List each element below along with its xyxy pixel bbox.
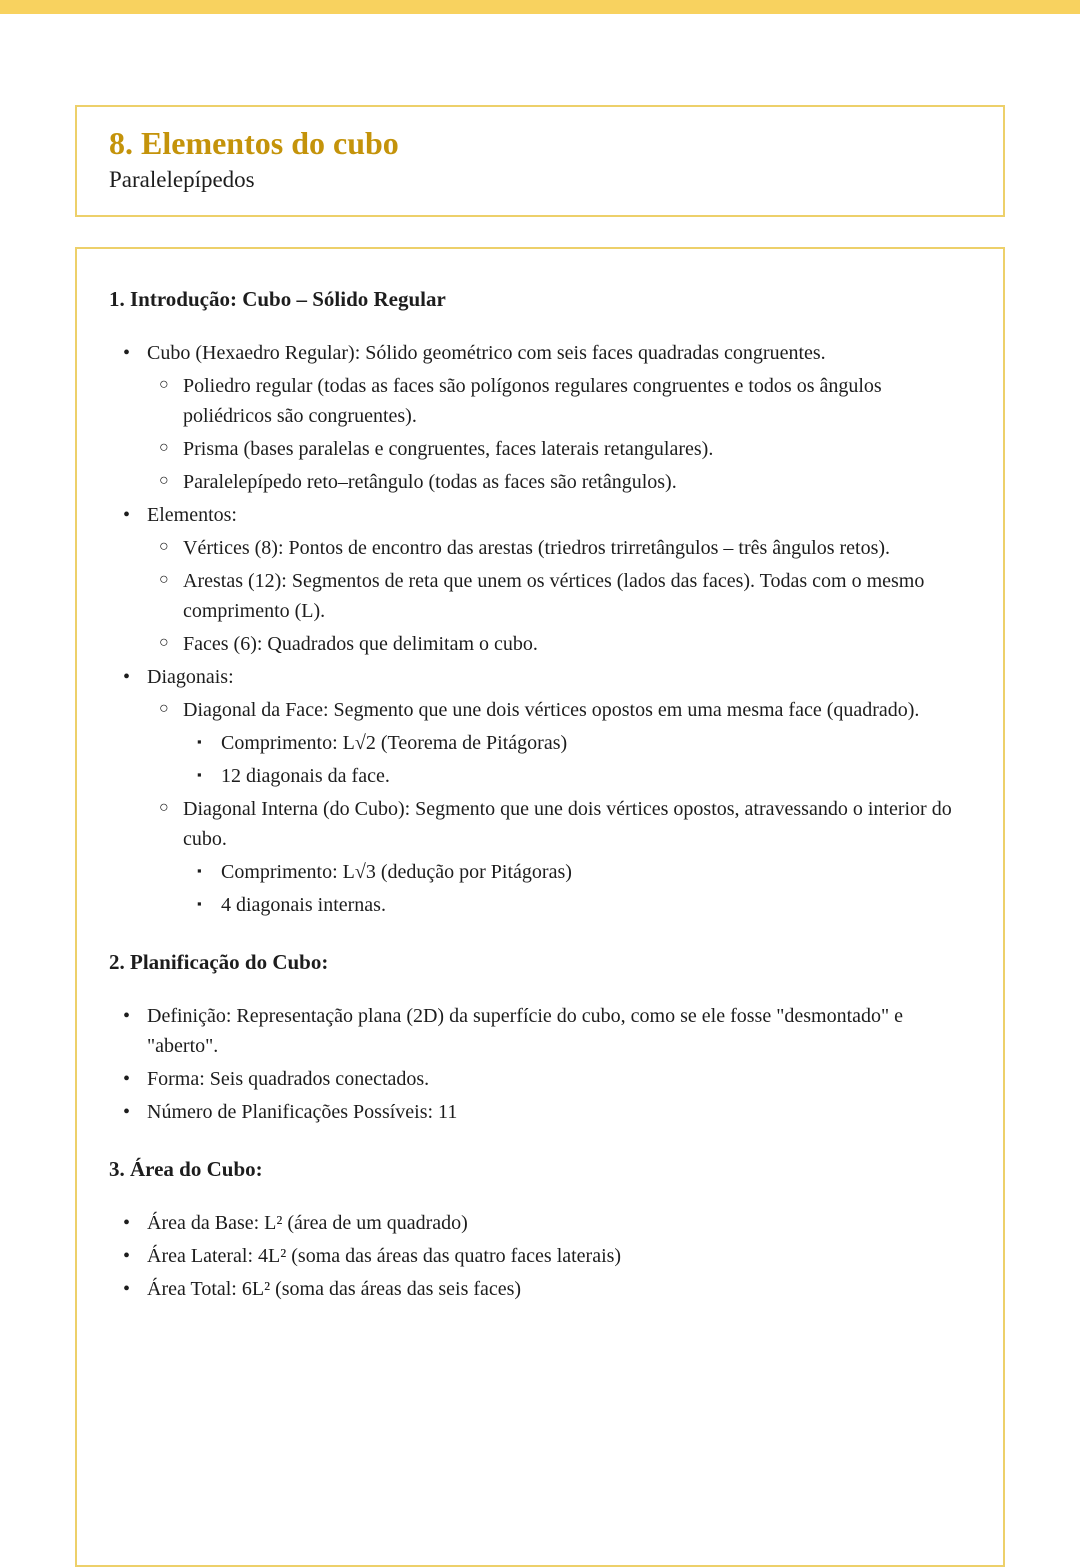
list-item (197, 857, 971, 887)
list-item-text: Elementos: (147, 503, 237, 526)
list-item (123, 662, 971, 692)
list-item (197, 728, 971, 758)
list-item-text: Faces (6): Quadrados que delimitam o cubo. (183, 632, 538, 655)
list-item-text: 4 diagonais internas. (221, 893, 386, 916)
list-item (159, 533, 971, 563)
section-heading: 1. Introdução: Cubo – Sólido Regular (109, 286, 446, 311)
bullet-icon: • (123, 1004, 131, 1027)
title-card (75, 105, 1005, 217)
list-item (123, 1274, 971, 1304)
list-item-text: Área Total: 6L² (soma das áreas das seis faces) (147, 1277, 522, 1300)
list-item (159, 371, 971, 431)
list-item (197, 890, 971, 920)
square-bullet-icon: ▪ (197, 895, 202, 911)
list-item-text: Área da Base: L² (área de um quadrado) (147, 1211, 468, 1234)
list-item-text: Definição: Representação plana (2D) da superfície do cubo, como se ele fosse "desmontado" e "aberto". (147, 1004, 904, 1057)
list-item (123, 1208, 971, 1238)
list-item (159, 695, 971, 725)
list-item (123, 1097, 971, 1127)
list-item (123, 500, 971, 530)
section-list (109, 1208, 971, 1304)
square-bullet-icon: ▪ (197, 862, 202, 878)
circle-bullet-icon: ○ (159, 798, 169, 816)
list-item-text: Comprimento: L√2 (Teorema de Pitágoras) (221, 731, 568, 754)
bullet-icon: • (123, 1211, 131, 1234)
page-subtitle: Paralelepípedos (109, 167, 255, 192)
square-bullet-icon: ▪ (197, 766, 202, 782)
circle-bullet-icon: ○ (159, 375, 169, 393)
list-item-text: Diagonal da Face: Segmento que une dois vértices opostos em uma mesma face (quadrado). (183, 698, 920, 721)
square-bullet-icon: ▪ (197, 733, 202, 749)
list-item (159, 794, 971, 854)
list-item-text: Vértices (8): Pontos de encontro das arestas (triedros trirretângulos – três ângulos retos). (183, 536, 891, 559)
circle-bullet-icon: ○ (159, 570, 169, 588)
list-item (159, 434, 971, 464)
circle-bullet-icon: ○ (159, 633, 169, 651)
list-item-text: Prisma (bases paralelas e congruentes, faces laterais retangulares). (183, 437, 714, 460)
list-item (159, 467, 971, 497)
list-item (123, 338, 971, 368)
content-card (75, 247, 1005, 1567)
circle-bullet-icon: ○ (159, 471, 169, 489)
circle-bullet-icon: ○ (159, 438, 169, 456)
list-item-text: 12 diagonais da face. (221, 764, 390, 787)
list-item (159, 566, 971, 626)
bullet-icon: • (123, 1100, 131, 1123)
bullet-icon: • (123, 1277, 131, 1300)
bullet-icon: • (123, 503, 131, 526)
section-heading: 3. Área do Cubo: (109, 1156, 263, 1181)
section-heading: 2. Planificação do Cubo: (109, 949, 329, 974)
list-item-text: Cubo (Hexaedro Regular): Sólido geométrico com seis faces quadradas congruentes. (147, 341, 826, 364)
list-item (197, 761, 971, 791)
list-item-text: Diagonal Interna (do Cubo): Segmento que une dois vértices opostos, atravessando o interior do cubo. (183, 797, 952, 850)
bullet-icon: • (123, 341, 131, 364)
list-item-text: Comprimento: L√3 (dedução por Pitágoras) (221, 860, 572, 883)
bullet-icon: • (123, 1244, 131, 1267)
list-item-text: Poliedro regular (todas as faces são polígonos regulares congruentes e todos os ângulos poliédricos são congruentes). (183, 374, 882, 427)
list-item-text: Forma: Seis quadrados conectados. (147, 1067, 430, 1090)
section-list (109, 1001, 971, 1127)
list-item (159, 629, 971, 659)
circle-bullet-icon: ○ (159, 537, 169, 555)
list-item-text: Número de Planificações Possíveis: 11 (147, 1100, 458, 1123)
bullet-icon: • (123, 665, 131, 688)
top-accent-bar (0, 0, 1080, 14)
list-item-text: Arestas (12): Segmentos de reta que unem os vértices (lados das faces). Todas com o mesmo comprimento (L). (183, 569, 925, 622)
page-title: 8. Elementos do cubo (109, 125, 399, 161)
list-item (123, 1241, 971, 1271)
list-item (123, 1001, 971, 1061)
list-item-text: Paralelepípedo reto–retângulo (todas as faces são retângulos). (183, 470, 677, 493)
list-item-text: Diagonais: (147, 665, 234, 688)
section-list (109, 338, 971, 920)
list-item-text: Área Lateral: 4L² (soma das áreas das quatro faces laterais) (147, 1244, 622, 1267)
bullet-icon: • (123, 1067, 131, 1090)
list-item (123, 1064, 971, 1094)
circle-bullet-icon: ○ (159, 699, 169, 717)
